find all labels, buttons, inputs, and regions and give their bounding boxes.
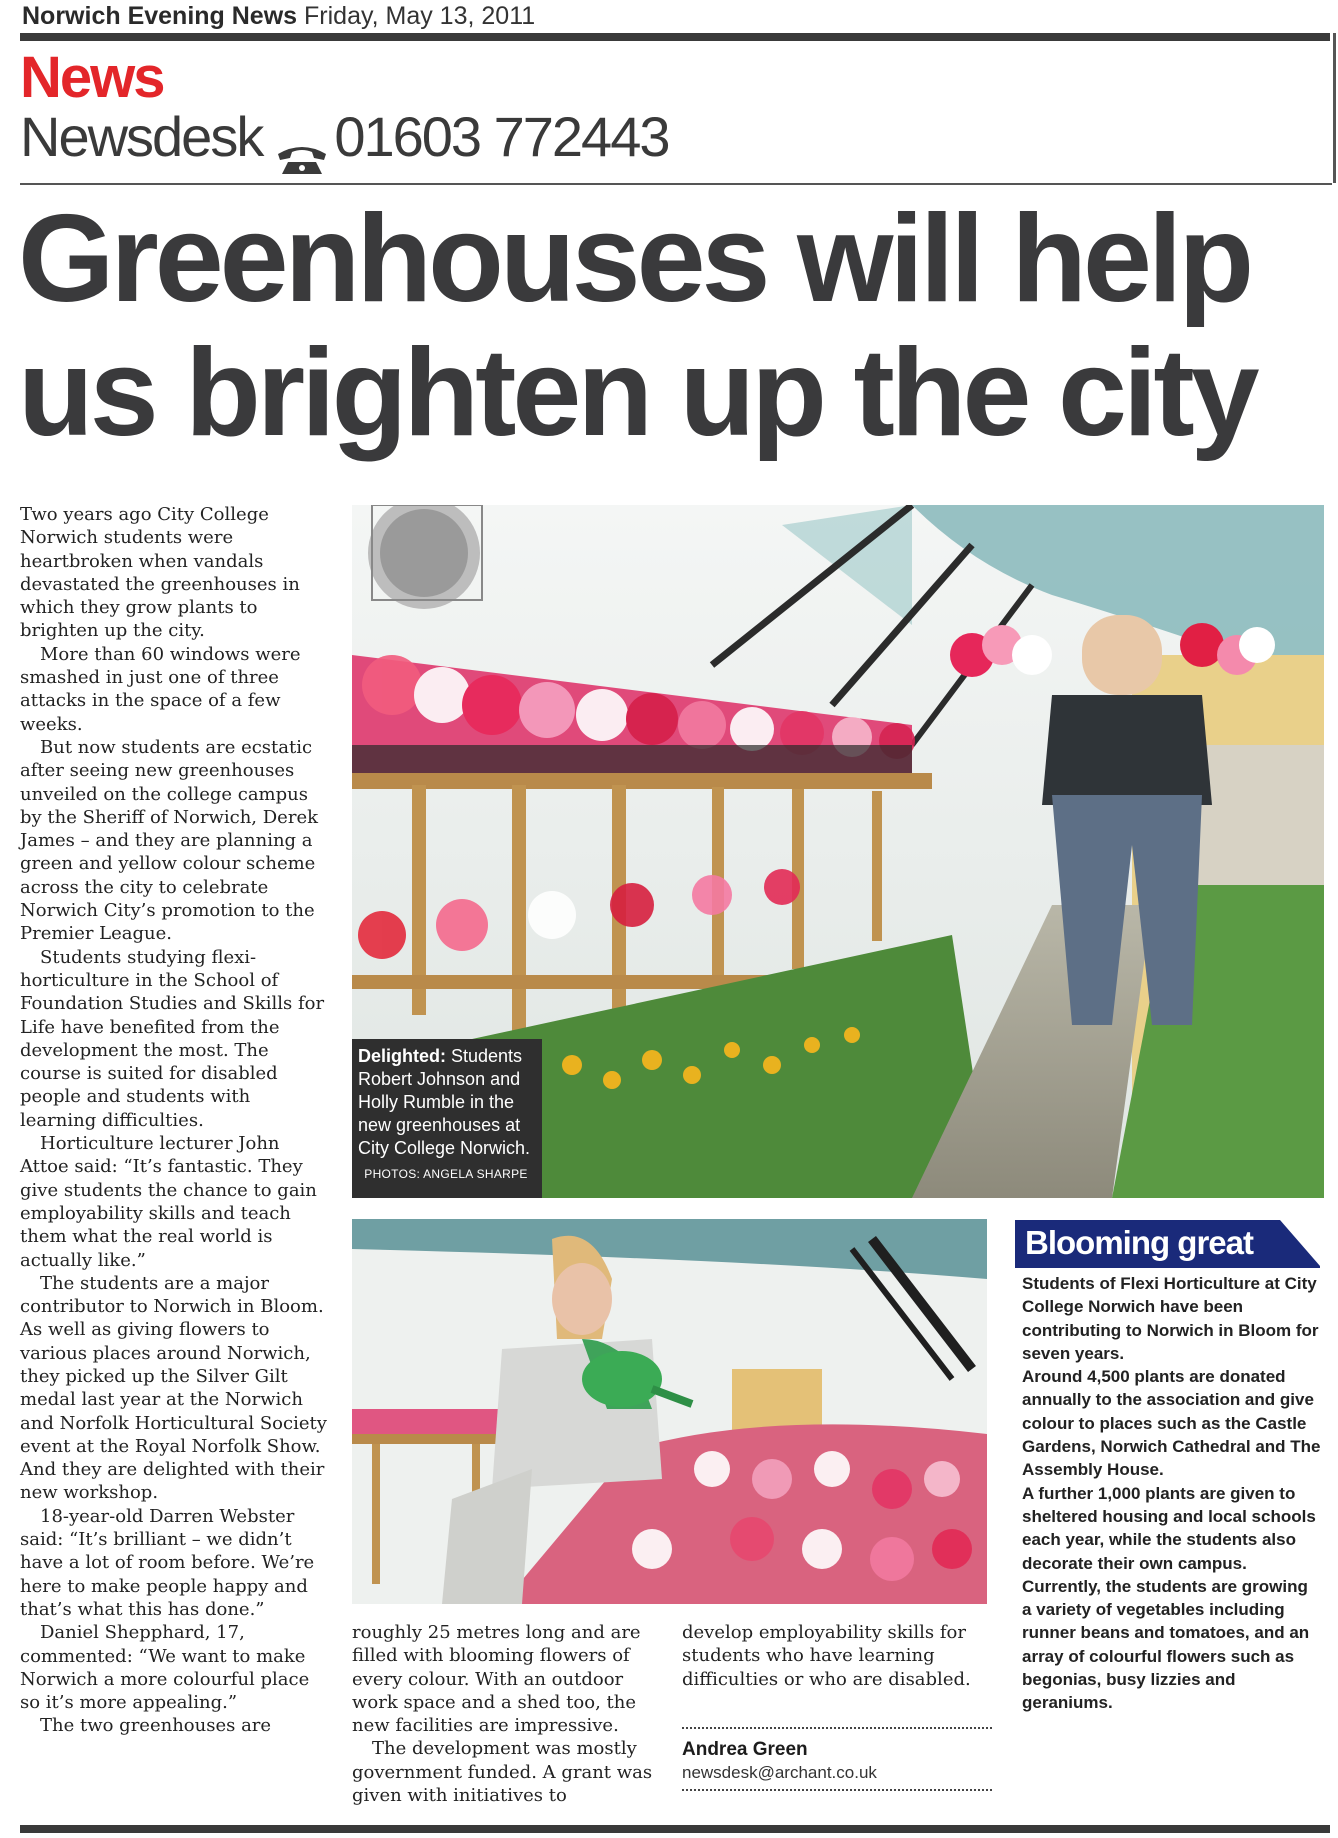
paragraph: Two years ago City College Norwich students were heartbroken when vandals devastated the greenhouses in which they grow plants to brighten up the city. <box>20 504 300 642</box>
paragraph: The students are a major contributor to Norwich in Bloom. As well as giving flowers to various places around Norwich, they picked up the Silver Gilt medal last year at the Norwich and Norfolk Horticultural Society event at the Royal Norfolk Show. And they are delighted with their new workshop. <box>20 1272 327 1504</box>
sidebar-paragraph: Around 4,500 plants are donated annually to the association and give colour to places such as the Castle Gardens, Norwich Cathedral and The Assembly House. <box>1022 1367 1321 1480</box>
byline <box>682 1727 992 1791</box>
masthead <box>22 0 535 32</box>
masthead-paper: Norwich Evening News <box>22 2 298 30</box>
section-label: News <box>20 45 164 110</box>
caption-lead: Delighted: <box>358 1046 446 1066</box>
photo-caption <box>352 1039 542 1198</box>
headline-line-2: us brighten up the city <box>18 324 1256 462</box>
newsdesk <box>20 104 668 170</box>
article-column-3 <box>682 1621 992 1691</box>
sidebar-paragraph: Currently, the students are growing a variety of vegetables including runner beans and tomatoes, and an array of colourful flowers such as begonias, busy lizzies and geraniums. <box>1022 1576 1310 1713</box>
paragraph: Horticulture lecturer John Attoe said: “It’s fantastic. They give students the chance to gain employability skills and teach them what the real world is actually like.” <box>20 1133 317 1271</box>
newsdesk-phone: 01603 772443 <box>334 105 669 168</box>
photo-credit: PHOTOS: ANGELA SHARPE <box>364 1167 528 1181</box>
paragraph: The development was mostly government funded. A grant was given with initiatives to <box>352 1738 653 1807</box>
paragraph: More than 60 windows were smashed in just one of three attacks in the space of a few weeks. <box>20 643 301 735</box>
article-column-1 <box>20 503 328 1738</box>
sidebar-paragraph: A further 1,000 plants are given to sheltered housing and local schools each year, while the students also decorate their own campus. <box>1022 1483 1316 1573</box>
byline-divider <box>682 1789 992 1791</box>
article-column-2 <box>352 1621 657 1807</box>
sidebar-rule <box>1015 1266 1320 1268</box>
masthead-date: Friday, May 13, 2011 <box>304 2 536 30</box>
paragraph: develop employability skills for students who have learning difficulties or who are disabled. <box>682 1622 971 1690</box>
paragraph: 18-year-old Darren Webster said: “It’s brilliant – we didn’t have a lot of room before. We’re here to make people happy and that’s what this has done.” <box>20 1505 315 1620</box>
paragraph: roughly 25 metres long and are filled with blooming flowers of every colour. With an outdoor work space and a shed too, the new facilities are impressive. <box>352 1622 641 1737</box>
headline-line-1: Greenhouses will help <box>18 190 1251 328</box>
paragraph: Daniel Shepphard, 17, commented: “We want to make Norwich a more colourful place so it’s more appealing.” <box>20 1622 310 1714</box>
top-rule <box>20 33 1330 41</box>
byline-email[interactable]: newsdesk@archant.co.uk <box>682 1763 877 1782</box>
headline <box>18 192 1338 460</box>
right-rule <box>1333 33 1336 183</box>
sidebar-paragraph: Students of Flexi Horticulture at City College Norwich have been contributing to Norwich in Bloom for seven years. <box>1022 1274 1319 1363</box>
sidebar-header <box>1015 1220 1320 1266</box>
byline-author: Andrea Green <box>682 1739 808 1760</box>
paragraph: Students studying flexi-horticulture in the School of Foundation Studies and Skills for Life have benefited from the development the most. The course is suited for disabled people and students with learning difficulties. <box>20 946 325 1131</box>
telephone-icon <box>274 124 330 158</box>
paragraph: But now students are ecstatic after seeing new greenhouses unveiled on the college campus by the Sheriff of Norwich, Derek James – and they are planning a green and yellow colour scheme across the city to celebrate Norwich City’s promotion to the Premier League. <box>20 736 319 945</box>
bottom-rule <box>20 1825 1330 1833</box>
byline-divider <box>682 1727 992 1729</box>
greenhouse-photo-watering <box>352 1219 987 1604</box>
caption-text: Students Robert Johnson and Holly Rumble in the new greenhouses at City College Norwich. <box>358 1046 531 1158</box>
newsdesk-label: Newsdesk <box>20 105 263 168</box>
sidebar-body <box>1022 1272 1322 1715</box>
paragraph: The two greenhouses are <box>40 1715 272 1737</box>
sidebar-title: Blooming great <box>1025 1224 1254 1261</box>
section-rule <box>20 183 1332 185</box>
